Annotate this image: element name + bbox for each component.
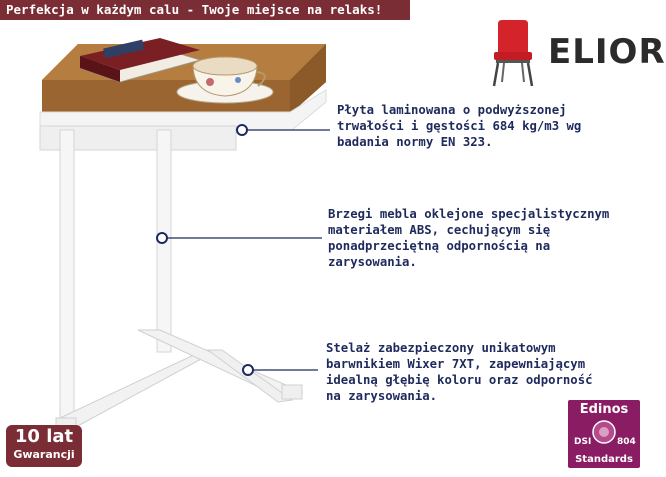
callout-tabletop — [337, 102, 581, 150]
callout-line: zarysowania. — [328, 255, 417, 269]
callout-line: Brzegi mebla oklejone specjalistycznym — [328, 207, 610, 221]
cert-left-text: DSI — [574, 437, 592, 447]
brand-name: ELIOR — [548, 32, 666, 72]
dsi-certificate-icon — [568, 418, 640, 448]
warranty-label: Gwarancji — [13, 448, 75, 461]
banner-text: Perfekcja w każdym calu - Twoje miejsce na relaks! — [6, 2, 383, 17]
callout-line: na zarysowania. — [326, 389, 438, 403]
callout-line: Płyta laminowana o podwyższonej — [337, 103, 567, 117]
callout-line: materiałem ABS, cechującym się — [328, 223, 551, 237]
callout-frame — [326, 340, 593, 404]
callout-line: badania normy EN 323. — [337, 135, 493, 149]
callout-line: barwnikiem Wixer 7XT, zapewniającym — [326, 357, 586, 371]
callout-edges — [328, 206, 609, 270]
warranty-years: 10 lat — [14, 426, 74, 447]
callout-line: ponadprzeciętną odpornością na — [328, 239, 551, 253]
edinos-badge — [568, 400, 640, 468]
cert-right-text: 804 — [617, 437, 636, 447]
edinos-title: Edinos — [579, 402, 629, 417]
callout-line: idealną głębię koloru oraz odporność — [326, 373, 593, 387]
edinos-standards: Standards — [575, 454, 633, 465]
callout-line: trwałości i gęstości 684 kg/m3 wg — [337, 119, 582, 133]
warranty-badge — [6, 425, 82, 467]
callout-line: Stelaż zabezpieczony unikatowym — [326, 341, 556, 355]
